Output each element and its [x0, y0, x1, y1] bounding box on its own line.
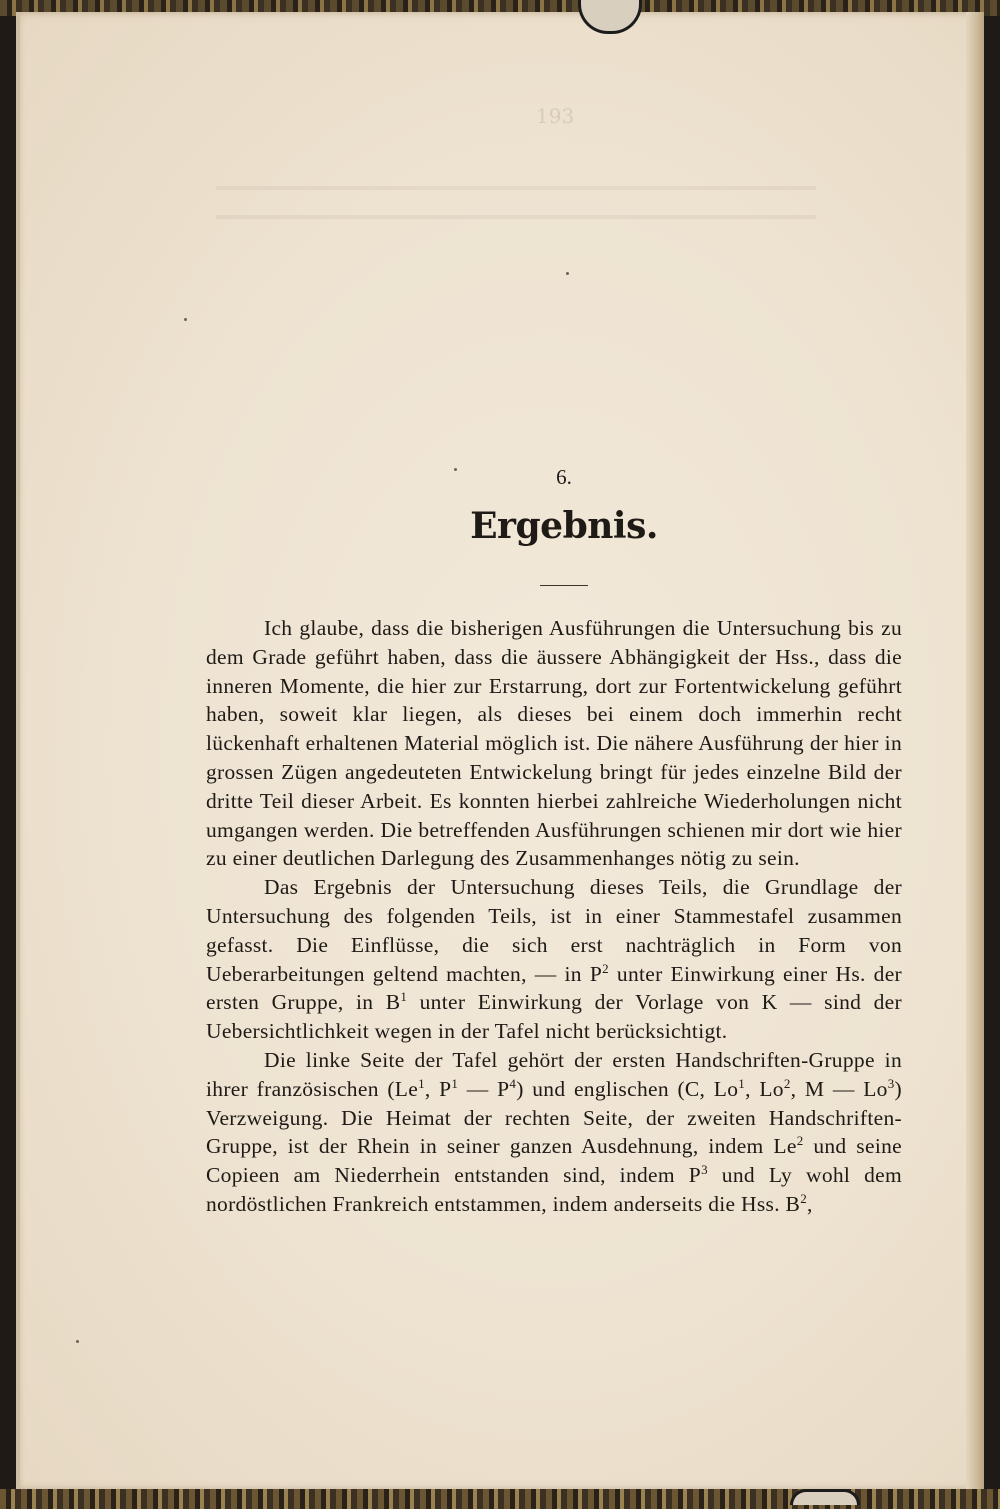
chapter-number: 6. [556, 465, 572, 489]
paper-speck [566, 272, 569, 275]
text-segment: ) und englischen (C, Lo [516, 1076, 739, 1101]
superscript-index: 1 [418, 1075, 425, 1091]
book-page [16, 12, 984, 1490]
text-segment: unter Einwirkung einer Hs. der ersten Gruppe, in B [206, 961, 903, 1015]
bleed-through-text [216, 172, 816, 242]
body-text [206, 614, 902, 1219]
body-paragraph [206, 873, 902, 1046]
body-paragraph [206, 614, 902, 873]
superscript-index: 2 [783, 1075, 791, 1091]
page-right-edge [966, 12, 984, 1490]
text-segment: , M — Lo [790, 1076, 888, 1101]
text-segment: , [807, 1191, 813, 1216]
superscript-index: 4 [509, 1075, 517, 1091]
page-content [206, 457, 902, 1219]
superscript-index: 3 [887, 1075, 895, 1091]
text-segment: — P [458, 1076, 510, 1101]
paper-speck [76, 1340, 79, 1343]
superscript-index: 1 [738, 1075, 746, 1091]
chapter-title: Ergebnis. [470, 505, 658, 547]
superscript-index: 3 [701, 1162, 708, 1178]
text-segment: und seine Copieen am Niederrhein entstanden sind, indem P [206, 1134, 902, 1188]
text-segment: , P [424, 1076, 452, 1101]
superscript-index: 2 [796, 1133, 804, 1149]
superscript-index: 2 [800, 1190, 808, 1206]
text-segment: ) Verzweigung. Die Heimat der rechten Seite, der zweiten Handschriften-Gruppe, ist der Rhein in seiner ganzen Ausdehnung, indem Le [206, 1076, 902, 1159]
binder-clip-bottom [790, 1489, 860, 1505]
page-left-edge [16, 12, 20, 1490]
body-paragraph [206, 1046, 902, 1219]
text-segment: Ich glaube, dass die bisherigen Ausführungen die Untersuchung bis zu dem Grade geführt haben, dass die äussere Abhängigkeit der Hss., dass die inneren Momente, die hier zur Erstarrung, dort zur Fortentwickelung geführt haben, soweit klar liegen, als dieses bei einem doch immerhin recht lückenhaft erhaltenen Material möglich ist. Die nähere Ausführung der hier in grossen Zügen angedeuteten Entwickelung bringt für jedes einzelne Bild der dritte Teil dieser Arbeit. Es konnten hierbei zahlreiche Wiederholungen nicht umgangen werden. Die betreffenden Ausführungen schienen mir dort wie hier zu einer deutlichen Darlegung des Zusammenhanges nötig zu sein. [206, 616, 902, 871]
superscript-index: 1 [400, 989, 408, 1005]
text-segment: Die linke Seite der Tafel gehört der ersten Handschriften-Gruppe in ihrer französischen (Le [206, 1047, 902, 1101]
title-divider [540, 585, 588, 586]
superscript-index: 1 [451, 1075, 459, 1091]
superscript-index: 2 [602, 960, 609, 976]
bleed-through-page-number: 193 [536, 104, 575, 128]
paper-speck [184, 318, 187, 321]
text-segment: unter Einwirkung der Vorlage von K — sind der Uebersichtlichkeit wegen in der Tafel nicht berücksichtigt. [206, 990, 902, 1044]
text-segment: , Lo [745, 1076, 784, 1101]
text-segment: Das Ergebnis der Untersuchung dieses Teils, die Grundlage der Untersuchung des folgenden Teils, ist in einer Stammestafel zusammen gefasst. Die Einflüsse, die sich erst nachträglich in Form von Ueberarbeitungen geltend machten, — in P [206, 875, 902, 986]
text-segment: und Ly wohl dem nordöstlichen Frankreich entstammen, indem anderseits die Hss. B [206, 1163, 903, 1216]
